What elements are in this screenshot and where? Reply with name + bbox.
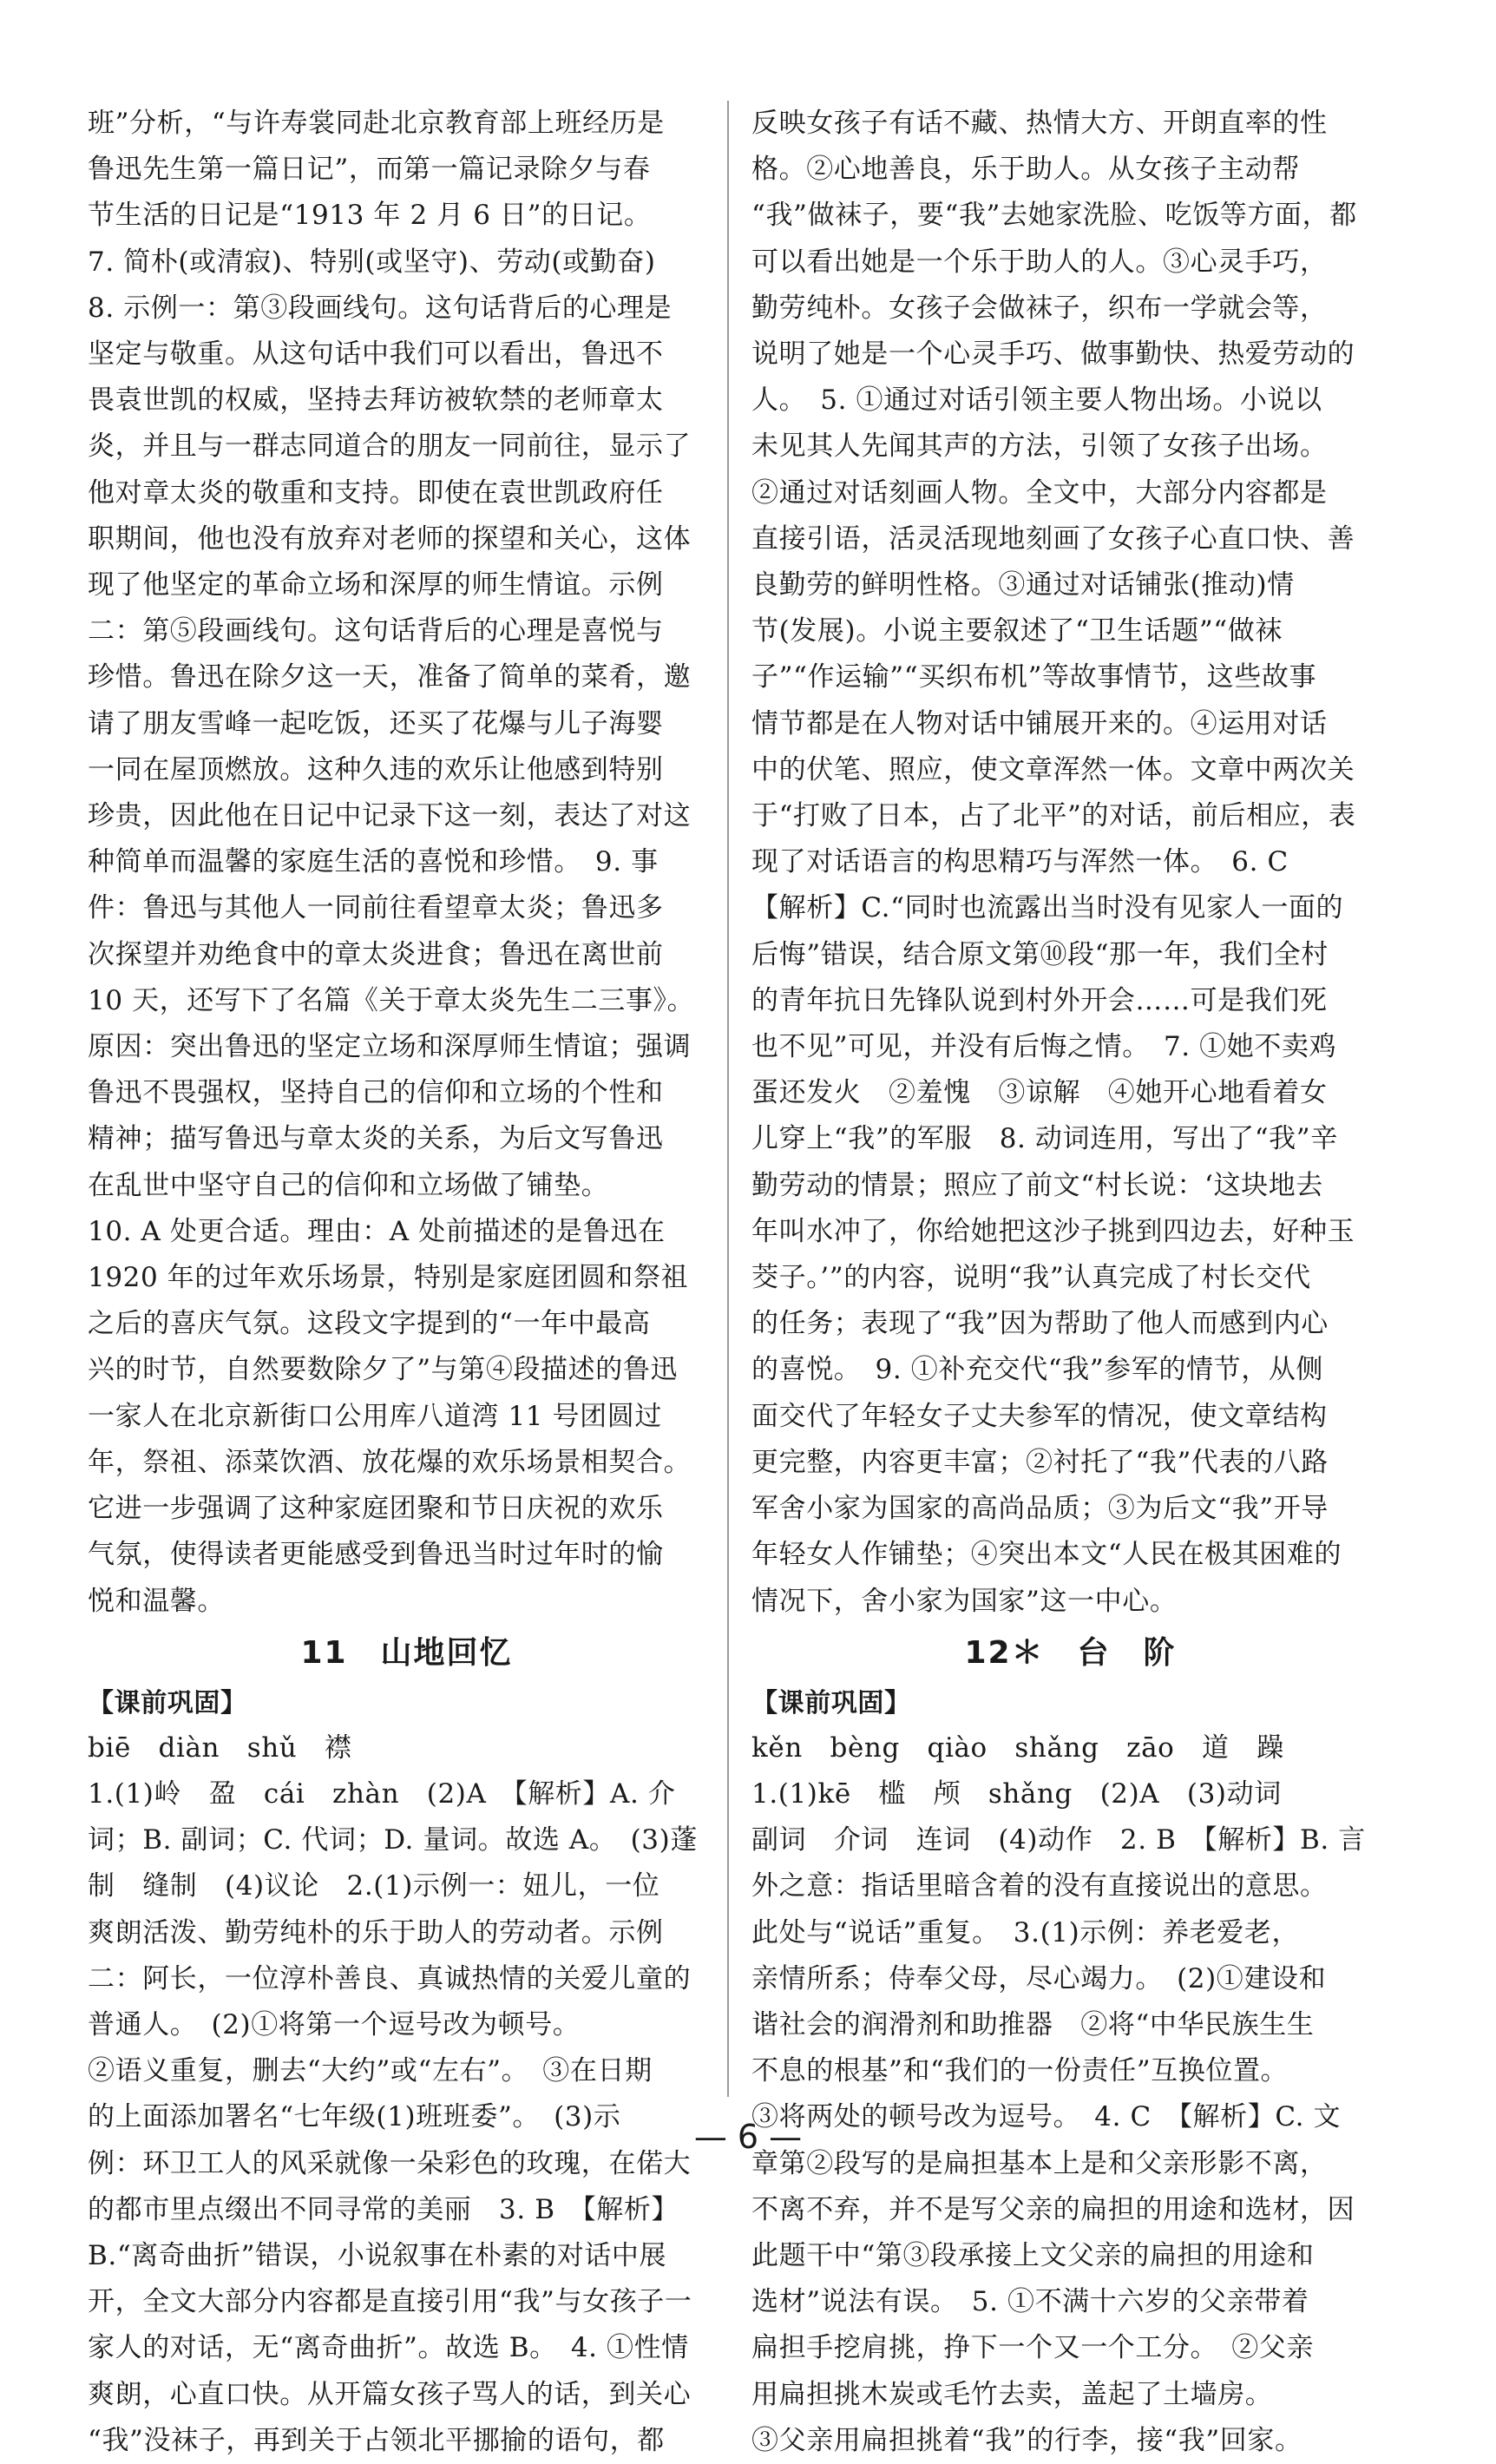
right-answers-part-1 <box>751 101 1389 1625</box>
text-line: 章第②段写的是扁担基本上是和父亲形影不离， <box>751 2147 1328 2179</box>
text-line: 扁担手挖肩挑，挣下一个又一个工分。 ②父亲 <box>751 2332 1315 2364</box>
text-line: 爽朗活泼、勤劳纯朴的乐于助人的劳动者。示例 <box>88 1916 664 1948</box>
text-line: B.“离奇曲折”错误，小说叙事在朴素的对话中展 <box>88 2239 667 2271</box>
text-line: ③将两处的顿号改为逗号。 4. C 【解析】C. 文 <box>751 2101 1342 2133</box>
text-line: 也不见”可见，并没有后悔之情。 7. ①她不卖鸡 <box>751 1031 1337 1063</box>
text-line: 未见其人先闻其声的方法，引领了女孩子出场。 <box>751 430 1328 463</box>
text-line: 后悔”错误，结合原文第⑩段“那一年，我们全村 <box>751 938 1329 970</box>
text-line: 二：阿长，一位淳朴善良、真诚热情的关爱儿童的 <box>88 1962 692 1994</box>
text-line: 格。②心地善良，乐于助人。从女孩子主动帮 <box>751 154 1300 186</box>
text-line: 茭子。’”的内容，说明“我”认真完成了村长交代 <box>751 1262 1311 1294</box>
text-line: 副词 介词 连词 (4)动作 2. B 【解析】B. 言 <box>751 1824 1366 1856</box>
text-line: 【解析】C.“同时也流露出当时没有见家人一面的 <box>751 892 1344 924</box>
text-line: 于“打败了日本，占了北平”的对话，前后相应，表 <box>751 800 1356 832</box>
page-number: — 6 — <box>693 2118 803 2156</box>
text-line: ③父亲用扁担挑着“我”的行李，接“我”回家。 <box>751 2424 1302 2456</box>
text-line: 勤劳动的情景；照应了前文“村长说：‘这块地去 <box>751 1169 1323 1201</box>
lesson-11-heading: 11 山地回忆 <box>300 1634 513 1671</box>
text-line: 的上面添加署名“七年级(1)班班委”。 (3)示 <box>88 2101 621 2133</box>
text-line: 1920 年的过年欢乐场景，特别是家庭团圆和祭祖 <box>88 1262 689 1294</box>
text-line: 勤劳纯朴。女孩子会做袜子，织布一学就会等， <box>751 292 1328 324</box>
text-line: 1.(1)岭 盈 cái zhàn (2)A 【解析】A. 介 <box>88 1777 676 1810</box>
text-line: 10 天，还写下了名篇《关于章太炎先生二三事》。 <box>88 984 695 1016</box>
text-line: 二：第⑤段画线句。这句话背后的心理是喜悦与 <box>88 615 664 647</box>
text-line: 选材”说法有误。 5. ①不满十六岁的父亲带着 <box>751 2286 1309 2318</box>
text-line: 制 缝制 (4)议论 2.(1)示例一：妞儿，一位 <box>88 1870 660 1902</box>
text-line: 反映女孩子有话不藏、热情大方、开朗直率的性 <box>751 108 1328 139</box>
text-line: 他对章太炎的敬重和支持。即使在袁世凯政府任 <box>88 476 664 509</box>
text-line: 7. 简朴(或清寂)、特别(或坚守)、劳动(或勤奋) <box>88 246 656 278</box>
text-line: 的都市里点缀出不同寻常的美丽 3. B 【解析】 <box>88 2193 679 2225</box>
text-line: 兴的时节，自然要数除夕了”与第④段描述的鲁迅 <box>88 1354 679 1386</box>
text-line: 气氛，使得读者更能感受到鲁迅当时过年时的愉 <box>88 1539 664 1571</box>
text-line: 说明了她是一个心灵手巧、做事勤快、热爱劳动的 <box>751 338 1355 371</box>
text-line: 节(发展)。小说主要叙述了“卫生话题”“做袜 <box>751 615 1283 647</box>
text-line: 人。 5. ①通过对话引领主要人物出场。小说以 <box>751 384 1322 417</box>
text-line: 更完整，内容更丰富；②衬托了“我”代表的八路 <box>751 1446 1329 1478</box>
text-line: 直接引语，活灵活现地刻画了女孩子心直口快、善 <box>751 522 1355 555</box>
text-line: 8. 示例一：第③段画线句。这句话背后的心理是 <box>88 292 673 324</box>
right-column <box>751 101 1389 2464</box>
text-line: 精神；描写鲁迅与章太炎的关系，为后文写鲁迅 <box>88 1123 664 1155</box>
text-line: 原因：突出鲁迅的坚定立场和深厚师生情谊；强调 <box>88 1031 692 1063</box>
text-line: 一同在屋顶燃放。这种久违的欢乐让他感到特别 <box>88 753 664 785</box>
text-line: 次探望并劝绝食中的章太炎进食；鲁迅在离世前 <box>88 938 664 970</box>
text-line: 请了朋友雪峰一起吃饭，还买了花爆与儿子海婴 <box>88 707 664 739</box>
text-line: 不息的根基”和“我们的一份责任”互换位置。 <box>751 2055 1289 2087</box>
text-line: 班”分析，“与许寿裳同赴北京教育部上班经历是 <box>88 108 665 139</box>
text-line: kěn bèng qiào shǎng zāo 道 躁 <box>751 1731 1284 1764</box>
text-line: 件：鲁迅与其他人一同前往看望章太炎；鲁迅多 <box>88 892 664 924</box>
column-divider <box>727 101 729 2097</box>
text-line: 中的伏笔、照应，使文章浑然一体。文章中两次关 <box>751 753 1355 785</box>
text-line: 的任务；表现了“我”因为帮助了他人而感到内心 <box>751 1308 1329 1340</box>
text-line: 不离不弃，并不是写父亲的扁担的用途和选材，因 <box>751 2193 1355 2225</box>
text-line: 用扁担挑木炭或毛竹去卖，盖起了土墙房。 <box>751 2378 1273 2410</box>
text-line: 亲情所系；侍奉父母，尽心竭力。 (2)①建设和 <box>751 1962 1327 1994</box>
text-line: 珍惜。鲁迅在除夕这一天，准备了简单的菜肴，邀 <box>88 661 692 693</box>
text-line: 良勤劳的鲜明性格。③通过对话铺张(推动)情 <box>751 569 1295 601</box>
text-line: 例：环卫工人的风采就像一朵彩色的玫瑰，在偌大 <box>88 2147 692 2179</box>
right-answers-part-2 <box>751 1725 1389 2464</box>
text-line: 情况下，舍小家为国家”这一中心。 <box>751 1585 1178 1617</box>
text-line: 一家人在北京新街口公用库八道湾 11 号团圆过 <box>88 1400 662 1432</box>
left-answers-part-1 <box>88 101 725 1625</box>
text-line: 的青年抗日先锋队说到村外开会……可是我们死 <box>751 984 1328 1016</box>
text-line: 军舍小家为国家的高尚品质；③为后文“我”开导 <box>751 1493 1329 1525</box>
text-line: biē diàn shǔ 襟 <box>88 1731 352 1764</box>
text-line: 种简单而温馨的家庭生活的喜悦和珍惜。 9. 事 <box>88 846 659 878</box>
text-line: 现了他坚定的革命立场和深厚的师生情谊。示例 <box>88 569 664 601</box>
text-line: 年轻女人作铺垫；④突出本文“人民在极其困难的 <box>751 1539 1342 1571</box>
text-line: 爽朗，心直口快。从开篇女孩子骂人的话，到关心 <box>88 2378 692 2410</box>
text-line: 炎，并且与一群志同道合的朋友一同前往，显示了 <box>88 430 692 463</box>
text-line: 它进一步强调了这种家庭团聚和节日庆祝的欢乐 <box>88 1493 664 1525</box>
text-line: 词；B. 副词；C. 代词；D. 量词。故选 A。 (3)蓬 <box>88 1824 698 1856</box>
text-line: 节生活的日记是“1913 年 2 月 6 日”的日记。 <box>88 200 652 232</box>
text-line: 儿穿上“我”的军服 8. 动词连用，写出了“我”辛 <box>751 1123 1338 1155</box>
text-line: 鲁迅不畏强权，坚持自己的信仰和立场的个性和 <box>88 1077 664 1109</box>
text-line: 蛋还发火 ②羞愧 ③谅解 ④她开心地看着女 <box>751 1077 1328 1109</box>
text-line: 的喜悦。 9. ①补充交代“我”参军的情节，从侧 <box>751 1354 1324 1386</box>
text-line: “我”没袜子，再到关于占领北平挪揄的语句，都 <box>88 2424 665 2456</box>
text-line: 职期间，他也没有放弃对老师的探望和关心，这体 <box>88 522 692 555</box>
lesson-12-section-label: 【课前巩固】 <box>751 1687 911 1718</box>
text-line: 家人的对话，无“离奇曲折”。故选 B。 4. ①性情 <box>88 2332 689 2364</box>
left-answers-part-2 <box>88 1725 725 2464</box>
text-line: 坚定与敬重。从这句话中我们可以看出，鲁迅不 <box>88 338 664 371</box>
text-line: 情节都是在人物对话中铺展开来的。④运用对话 <box>751 707 1328 739</box>
text-line: 面交代了年轻女子丈夫参军的情况，使文章结构 <box>751 1400 1328 1432</box>
text-line: 外之意：指话里暗含着的没有直接说出的意思。 <box>751 1870 1328 1902</box>
text-line: 悦和温馨。 <box>88 1585 225 1617</box>
text-line: 在乱世中坚守自己的信仰和立场做了铺垫。 <box>88 1169 609 1201</box>
text-line: 年叫水冲了，你给她把这沙子挑到四边去，好种玉 <box>751 1215 1355 1247</box>
text-line: 子”“作运输”“买织布机”等故事情节，这些故事 <box>751 661 1317 693</box>
text-line: 年，祭祖、添菜饮酒、放花爆的欢乐场景相契合。 <box>88 1446 692 1478</box>
text-line: 10. A 处更合适。理由：A 处前描述的是鲁迅在 <box>88 1215 666 1247</box>
text-line: ②语义重复，删去“大约”或“左右”。 ③在日期 <box>88 2055 653 2087</box>
text-line: 谐社会的润滑剂和助推器 ②将“中华民族生生 <box>751 2008 1315 2040</box>
text-line: 现了对话语言的构思精巧与浑然一体。 6. C <box>751 846 1289 878</box>
text-line: 开，全文大部分内容都是直接引用“我”与女孩子一 <box>88 2286 692 2318</box>
text-line: “我”做袜子，要“我”去她家洗脸、吃饭等方面，都 <box>751 200 1357 232</box>
text-line: 普通人。 (2)①将第一个逗号改为顿号。 <box>88 2008 581 2040</box>
text-line: 1.(1)kē 槛 颅 shǎng (2)A (3)动词 <box>751 1777 1282 1810</box>
text-line: 此题干中“第③段承接上文父亲的扁担的用途和 <box>751 2239 1315 2271</box>
text-line: 之后的喜庆气氛。这段文字提到的“一年中最高 <box>88 1308 651 1340</box>
lesson-11-section-label: 【课前巩固】 <box>88 1687 247 1718</box>
text-line: ②通过对话刻画人物。全文中，大部分内容都是 <box>751 476 1328 509</box>
text-line: 此处与“说话”重复。 3.(1)示例：养老爱老， <box>751 1916 1300 1948</box>
text-line: 鲁迅先生第一篇日记”，而第一篇记录除夕与春 <box>88 154 651 186</box>
text-line: 畏袁世凯的权威，坚持去拜访被软禁的老师章太 <box>88 384 664 417</box>
left-column <box>88 101 725 2464</box>
text-line: 珍贵，因此他在日记中记录下这一刻，表达了对这 <box>88 800 692 832</box>
lesson-12-heading: 12＊ 台 阶 <box>964 1634 1177 1671</box>
text-line: 可以看出她是一个乐于助人的人。③心灵手巧， <box>751 246 1328 278</box>
